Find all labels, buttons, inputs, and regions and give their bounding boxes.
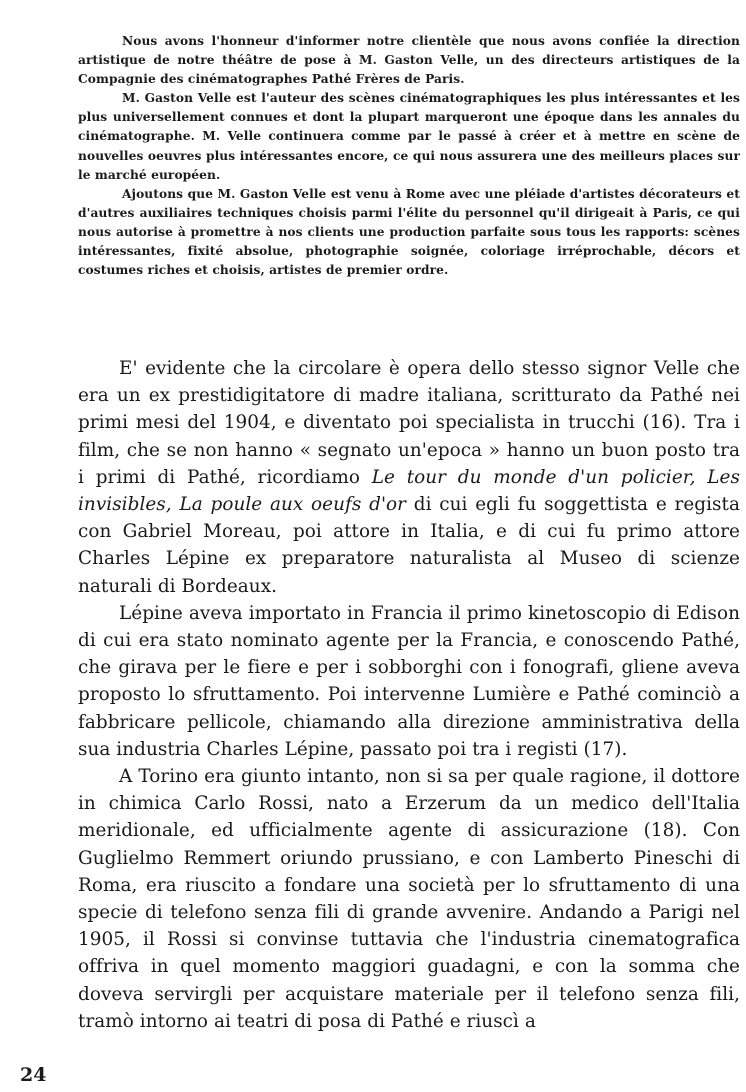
film-title-invisibles: Les invisibles, [78,466,740,516]
film-title-tour-du-monde: Le tour du monde d'un policier, [371,466,696,488]
body-paragraph-2: Lépine aveva importato in Francia il primo kinetoscopio di Edison di cui era stato nominato agente per la Francia, e conoscendo Pathé, che girava per le fiere e per i sobborghi con i fonografi, gliene aveva proposto lo sfruttamento. Poi intervenne Lumière e Pathé cominciò a fabbricare pellicole, chiamando alla direzione amministrativa della sua industria Charles Lépine, passato poi tra i registi (17). [78,602,740,760]
page-number: 24 [20,1064,47,1086]
body-paragraph-1-text-b: di cui egli fu soggettista e regista con Gabriel Moreau, poi attore in Italia, e di cui fu primo attore Charles Lépine ex preparatore naturalista al Museo di scienze naturali di Bordeaux. [78,494,740,597]
film-title-poule-aux-oeufs: La poule aux oeufs d'or [179,494,407,516]
body-paragraph-1 [78,355,740,600]
quote-paragraph-1: Nous avons l'honneur d'informer notre clientèle que nous avons confiée la direction artistique de notre théâtre de pose à M. Gaston Velle, un des directeurs artistiques de la Compagnie des cinématographes Pathé Frères de Paris. [78,34,740,87]
body-text [78,355,740,1035]
body-paragraph-3: A Torino era giunto intanto, non si sa per quale ragione, il dottore in chimica Carlo Rossi, nato a Erzerum da un medico dell'Italia meridionale, ed ufficialmente agente di assicurazione (18). Con Guglielmo Remmert oriundo prussiano, e con Lamberto Pineschi di Roma, era riuscito a fondare una società per lo sfruttamento di una specie di telefono senza fili di grande avvenire. Andando a Parigi nel 1905, il Rossi si convinse tuttavia che l'industria cinematografica offriva in quel momento maggiori guadagni, e con la somma che doveva servirgli per acquistare materiale per il telefono senza fili, tramò intorno ai teatri di posa di Pathé e riuscì a [78,766,740,1032]
quote-paragraph-3: Ajoutons que M. Gaston Velle est venu à Rome avec une pléiade d'artistes décorateurs et d'autres auxiliaires techniques choisis parmi l'élite du personnel qu'il dirigeait à Paris, ce qui nous autorise à promettre à nos clients une production parfaite sous tous les rapports: scènes intéressantes, fixité absolue, photographie soignée, coloriage irréprochable, décors et costumes riches et choisis, artistes de premier ordre. [78,186,740,278]
title-separator-1 [696,467,708,488]
quoted-circular [78,32,740,280]
quote-paragraph-2: M. Gaston Velle est l'auteur des scènes cinématographiques les plus intéressantes et les plus universellement connues et dont la plupart marqueront une époque dans les annales du cinématographe. M. Velle continuera comme par le passé à créer et à mettre en scène de nouvelles oeuvres plus intéressantes encore, ce qui nous assurera une des meilleurs places sur le marché européen. [78,91,740,182]
body-paragraph-1-text-a: E' evidente che la circolare è opera dello stesso signor Velle che era un ex prestidigitatore di madre italiana, scritturato da Pathé nei primi mesi del 1904, e diventato poi specialista in trucchi (16). Tra i film, che se non hanno « segnato un'epoca » hanno un buon posto tra i primi di Pathé, ricordiamo [78,358,740,488]
